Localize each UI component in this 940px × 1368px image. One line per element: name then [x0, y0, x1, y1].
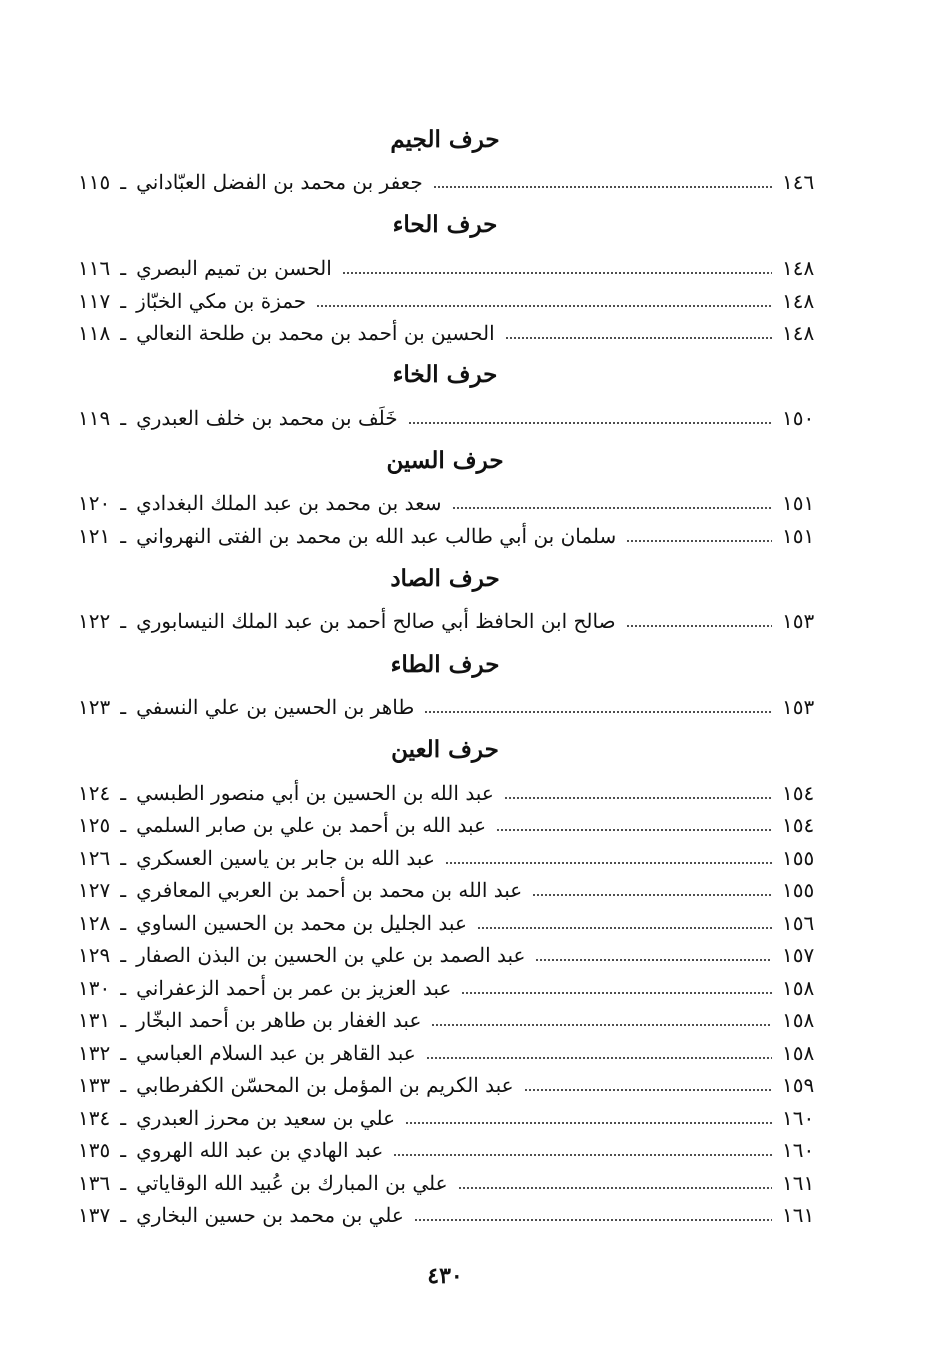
entry-page: ١٦١: [782, 1203, 815, 1227]
dot-leader: [445, 843, 772, 873]
dot-leader: [414, 1200, 772, 1230]
entry-separator: ـ: [120, 321, 127, 345]
entry-separator: ـ: [120, 491, 127, 515]
entry-separator: ـ: [120, 911, 127, 935]
dot-leader: [477, 908, 772, 938]
entry-number: ١٣٧: [78, 1203, 111, 1227]
entry-number: ١٣٣: [78, 1073, 111, 1097]
entry-separator: ـ: [120, 406, 127, 430]
entry-separator: ـ: [120, 878, 127, 902]
index-entry: [78, 606, 820, 636]
entry-separator: ـ: [120, 1008, 127, 1032]
index-entry: [78, 1070, 820, 1100]
index-entry: [78, 488, 820, 518]
dot-leader: [626, 606, 772, 636]
entry-name: عبد الصمد بن علي بن الحسين بن البذن الصفار: [136, 943, 526, 967]
entry-number: ١١٦: [78, 256, 111, 280]
entry-number: ١٣٦: [78, 1171, 111, 1195]
entry-page: ١٥٣: [782, 609, 815, 633]
dot-leader: [461, 973, 772, 1003]
entry-name: عبد الله بن محمد بن أحمد بن العربي المعافري: [136, 878, 523, 902]
index-entry: [78, 1103, 820, 1133]
entry-page: ١٤٦: [782, 170, 815, 194]
entry-name: عبد الله بن أحمد بن علي بن صابر السلمي: [136, 813, 487, 837]
dot-leader: [496, 810, 772, 840]
entry-separator: ـ: [120, 943, 127, 967]
entry-number: ١٢٣: [78, 695, 111, 719]
entry-page: ١٦١: [782, 1171, 815, 1195]
entry-separator: ـ: [120, 289, 127, 313]
index-entry: [78, 875, 820, 905]
dot-leader: [532, 875, 772, 905]
entry-number: ١١٩: [78, 406, 111, 430]
entry-number: ١٣٤: [78, 1106, 111, 1130]
dot-leader: [342, 253, 772, 283]
entry-page: ١٥٥: [782, 846, 815, 870]
entry-number: ١١٨: [78, 321, 111, 345]
entry-separator: ـ: [120, 609, 127, 633]
entry-number: ١٢٥: [78, 813, 111, 837]
index-entry: [78, 810, 820, 840]
entry-number: ١٢٨: [78, 911, 111, 935]
entry-separator: ـ: [120, 976, 127, 1000]
entry-name: عبد الله بن الحسين بن أبي منصور الطبسي: [136, 781, 494, 805]
entry-page: ١٦٠: [782, 1106, 815, 1130]
entry-separator: ـ: [120, 1041, 127, 1065]
entry-separator: ـ: [120, 695, 127, 719]
entry-separator: ـ: [120, 1171, 127, 1195]
entry-page: ١٦٠: [782, 1138, 815, 1162]
index-entry: [78, 1038, 820, 1068]
entry-number: ١٢١: [78, 524, 111, 548]
entry-name: سلمان بن أبي طالب عبد الله بن محمد بن الفتى النهرواني: [136, 524, 617, 548]
entry-separator: ـ: [120, 1138, 127, 1162]
entry-separator: ـ: [120, 170, 127, 194]
entry-number: ١٣٠: [78, 976, 111, 1000]
index-entry: [78, 940, 820, 970]
entry-name: عبد القاهر بن عبد السلام العباسي: [136, 1041, 416, 1065]
index-entry: [78, 403, 820, 433]
index-entry: [78, 692, 820, 722]
entry-page: ١٥٥: [782, 878, 815, 902]
entry-name: عبد الغفار بن طاهر بن أحمد البخّار: [136, 1008, 422, 1032]
entry-page: ١٥٧: [782, 943, 815, 967]
entry-number: ١٣١: [78, 1008, 111, 1032]
entry-separator: ـ: [120, 846, 127, 870]
entry-separator: ـ: [120, 1203, 127, 1227]
entry-name: عبد الله بن جابر بن ياسين العسكري: [136, 846, 435, 870]
index-entry: [78, 843, 820, 873]
entry-separator: ـ: [120, 813, 127, 837]
entry-separator: ـ: [120, 256, 127, 280]
entry-name: الحسين بن أحمد بن محمد بن طلحة النعالي: [136, 321, 495, 345]
index-entry: [78, 1135, 820, 1165]
section-heading: حرف الطاء: [390, 651, 500, 678]
entry-name: حمزة بن مكي الخبّاز: [136, 289, 307, 313]
dot-leader: [424, 692, 772, 722]
entry-name: جعفر بن محمد بن الفضل العبّاداني: [136, 170, 423, 194]
entry-number: ١١٧: [78, 289, 111, 313]
entry-page: ١٥٨: [782, 1041, 815, 1065]
index-entry: [78, 1200, 820, 1230]
entry-separator: ـ: [120, 1073, 127, 1097]
entry-name: الحسن بن تميم البصري: [136, 256, 332, 280]
entry-name: صالح ابن الحافظ أبي صالح أحمد بن عبد الملك النيسابوري: [136, 609, 616, 633]
entry-page: ١٥١: [782, 524, 815, 548]
entry-page: ١٥٨: [782, 1008, 815, 1032]
entry-separator: ـ: [120, 524, 127, 548]
entry-number: ١٢٢: [78, 609, 111, 633]
entry-page: ١٥٠: [782, 406, 815, 430]
entry-number: ١٢٤: [78, 781, 111, 805]
dot-leader: [431, 1005, 772, 1035]
index-entry: [78, 253, 820, 283]
entry-page: ١٤٨: [782, 289, 815, 313]
section-heading: حرف الصاد: [390, 565, 500, 592]
entry-page: ١٤٨: [782, 321, 815, 345]
entry-page: ١٥٨: [782, 976, 815, 1000]
index-entry: [78, 167, 820, 197]
entry-name: علي بن سعيد بن محرز العبدري: [136, 1106, 396, 1130]
dot-leader: [316, 286, 772, 316]
entry-number: ١٢٦: [78, 846, 111, 870]
index-entry: [78, 973, 820, 1003]
entry-page: ١٥٤: [782, 781, 815, 805]
index-entry: [78, 1005, 820, 1035]
entry-name: طاهر بن الحسين بن علي النسفي: [136, 695, 415, 719]
entry-page: ١٥٣: [782, 695, 815, 719]
section-heading: حرف الجيم: [390, 126, 500, 153]
index-entry: [78, 521, 820, 551]
index-entry: [78, 318, 820, 348]
dot-leader: [524, 1070, 772, 1100]
entry-page: ١٥٤: [782, 813, 815, 837]
entry-name: علي بن المبارك بن عُبيد الله الوقاياتي: [136, 1171, 448, 1195]
entry-number: ١١٥: [78, 170, 111, 194]
dot-leader: [535, 940, 772, 970]
dot-leader: [504, 778, 772, 808]
entry-separator: ـ: [120, 781, 127, 805]
entry-separator: ـ: [120, 1106, 127, 1130]
index-entry: [78, 778, 820, 808]
entry-page: ١٥٦: [782, 911, 815, 935]
dot-leader: [505, 318, 772, 348]
index-entry: [78, 1168, 820, 1198]
entry-number: ١٢٠: [78, 491, 111, 515]
dot-leader: [452, 488, 772, 518]
entry-name: سعد بن محمد بن عبد الملك البغدادي: [136, 491, 442, 515]
entry-name: خَلَف بن محمد بن خلف العبدري: [136, 406, 398, 430]
dot-leader: [458, 1168, 772, 1198]
dot-leader: [426, 1038, 772, 1068]
dot-leader: [405, 1103, 772, 1133]
entry-number: ١٣٥: [78, 1138, 111, 1162]
section-heading: حرف السين: [386, 447, 504, 474]
section-heading: حرف العين: [391, 736, 499, 763]
entry-number: ١٣٢: [78, 1041, 111, 1065]
index-entry: [78, 908, 820, 938]
entry-page: ١٥١: [782, 491, 815, 515]
entry-name: عبد الكريم بن المؤمل بن المحسّن الكفرطابي: [136, 1073, 514, 1097]
dot-leader: [393, 1135, 772, 1165]
entry-name: عبد الهادي بن عبد الله الهروي: [136, 1138, 384, 1162]
entry-name: عبد الجليل بن محمد بن الحسين الساوي: [136, 911, 467, 935]
entry-page: ١٥٩: [782, 1073, 815, 1097]
section-heading: حرف الحاء: [392, 211, 498, 238]
page-number: ٤٣٠: [427, 1263, 463, 1289]
entry-number: ١٢٩: [78, 943, 111, 967]
dot-leader: [433, 167, 772, 197]
section-heading: حرف الخاء: [392, 361, 498, 388]
entry-page: ١٤٨: [782, 256, 815, 280]
entry-number: ١٢٧: [78, 878, 111, 902]
entry-name: علي بن محمد بن حسين البخاري: [136, 1203, 404, 1227]
index-entry: [78, 286, 820, 316]
dot-leader: [408, 403, 772, 433]
entry-name: عبد العزيز بن عمر بن أحمد الزعفراني: [136, 976, 452, 1000]
dot-leader: [626, 521, 772, 551]
